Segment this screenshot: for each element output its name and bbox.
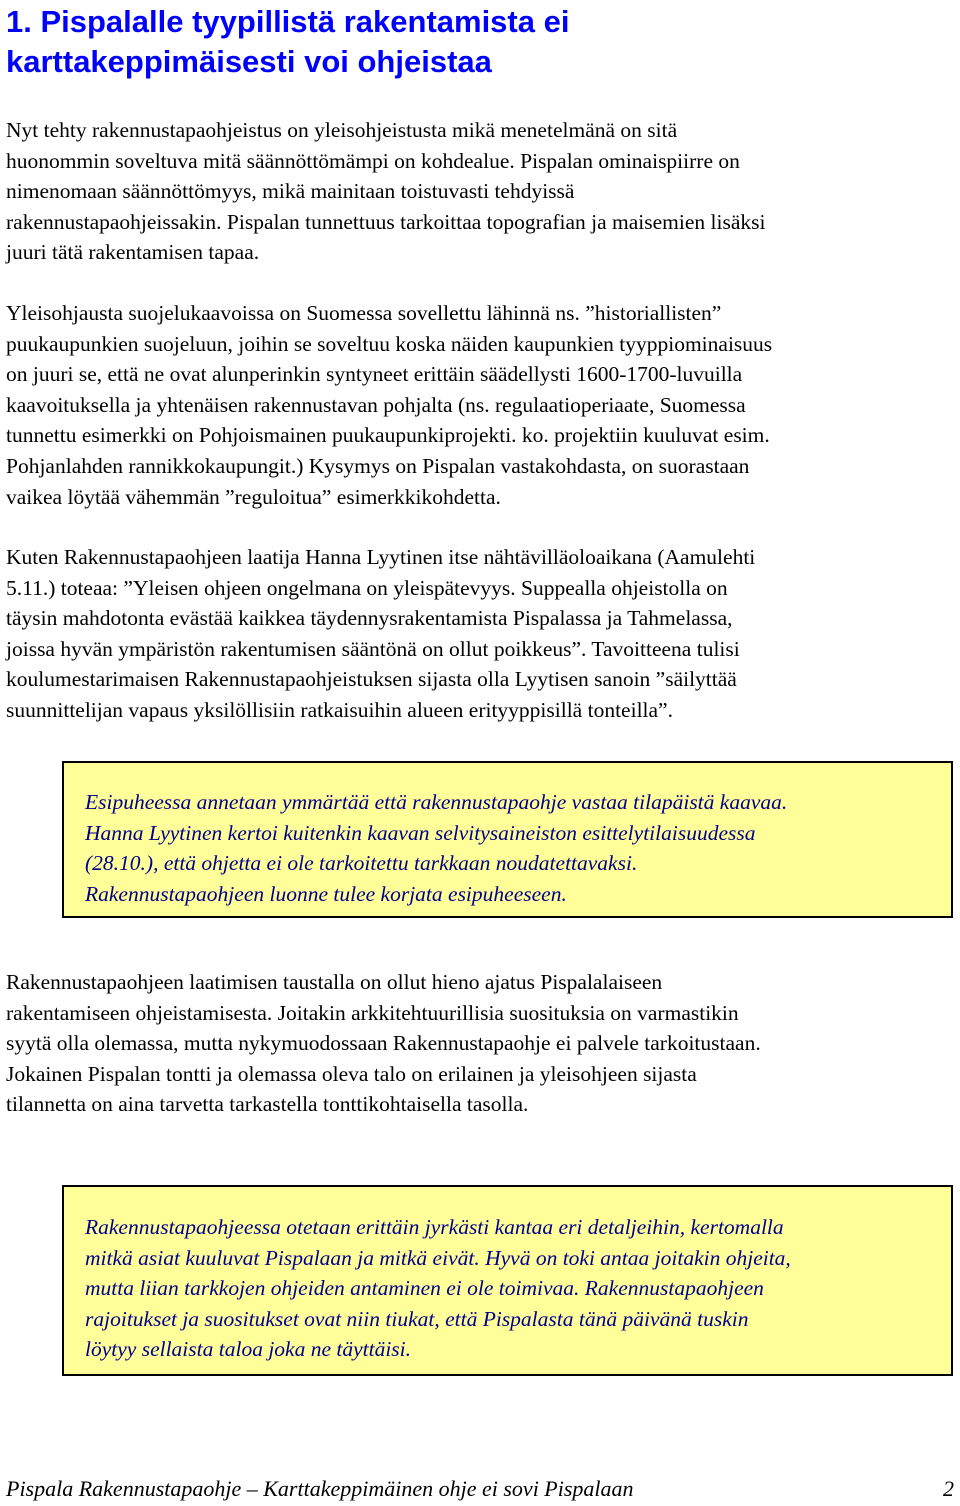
text-line: Hanna Lyytinen kertoi kuitenkin kaavan selvitysaineiston esittelytilaisuudessa — [85, 820, 756, 845]
text-line: mutta liian tarkkojen ohjeiden antaminen ei ole toimivaa. Rakennustapaohjeen — [85, 1276, 764, 1301]
text-line: Rakennustapaohjeessa otetaan erittäin jyrkästi kantaa eri detaljeihin, kertomalla — [85, 1215, 784, 1239]
text-line: Rakennustapaohjeen luonne tulee korjata esipuheeseen. — [85, 881, 567, 906]
footer-title: Pispala Rakennustapaohje – Karttakeppimäinen ohje ei sovi Pispalaan — [6, 1476, 634, 1501]
text-line: rajoitukset ja suositukset ovat niin tiukat, että Pispalasta tänä päivänä tuskin — [85, 1306, 749, 1331]
paragraph-regulation — [6, 298, 954, 512]
text-line: puukaupunkien suojeluun, joihin se soveltuu koska näiden kaupunkien tyyppiominaisuus — [6, 331, 773, 356]
text-line: tunnettu esimerkki on Pohjoismainen puukaupunkiprojekti. ko. projektiin kuuluvat esim. — [6, 423, 770, 448]
text-line: löytyy sellaista taloa joka ne täyttäisi. — [85, 1337, 412, 1362]
callout-text — [85, 1212, 951, 1365]
page-title — [6, 2, 946, 82]
text-line: vaikea löytää vähemmän ”reguloitua” esimerkkikohdetta. — [6, 484, 501, 509]
text-line: on juuri se, että ne ovat alunperinkin syntyneet erittäin säädellysti 1600-1700-luvuilla — [6, 362, 743, 387]
paragraph-background — [6, 967, 954, 1120]
page-number: 2 — [943, 1476, 954, 1501]
paragraph-quote — [6, 542, 954, 726]
page-title-line: 1. Pispalalle tyypillistä rakentamista ei — [6, 4, 570, 39]
callout-box-preface — [62, 761, 953, 918]
text-line: nimenomaan säännöttömyys, mikä mainitaan toistuvasti tehdyissä — [6, 179, 575, 204]
text-line: huonommin soveltuva mitä säännöttömämpi on kohdealue. Pispalan ominaispiirre on — [6, 148, 740, 173]
text-line: Jokainen Pispalan tontti ja olemassa oleva talo on erilainen ja yleisohjeen sijasta — [6, 1061, 697, 1086]
page-footer — [6, 1474, 954, 1504]
callout-box-details — [62, 1185, 953, 1376]
callout-text — [85, 787, 951, 909]
text-line: Esipuheessa annetaan ymmärtää että rakennustapaohje vastaa tilapäistä kaavaa. — [85, 790, 788, 814]
paragraph-intro — [6, 115, 954, 268]
text-line: mitkä asiat kuuluvat Pispalaan ja mitkä eivät. Hyvä on toki antaa joitakin ohjeita, — [85, 1245, 791, 1270]
text-line: tilannetta on aina tarvetta tarkastella tonttikohtaisella tasolla. — [6, 1092, 529, 1117]
text-line: joissa hyvän ympäristön rakentumisen sääntönä on ollut poikkeus”. Tavoitteena tulisi — [6, 636, 740, 661]
text-line: 5.11.) toteaa: ”Yleisen ohjeen ongelmana on yleispätevyys. Suppealla ohjeistolla on — [6, 575, 728, 600]
text-line: rakentamiseen ohjeistamisesta. Joitakin arkkitehtuurillisia suosituksia on varmastikin — [6, 1000, 739, 1025]
text-line: koulumestarimaisen Rakennustapaohjeistuksen sijasta olla Lyytisen sanoin ”säilyttää — [6, 667, 737, 692]
text-line: kaavoituksella ja yhtenäisen rakennustavan pohjalta (ns. regulaatioperiaate, Suomessa — [6, 392, 746, 417]
text-line: juuri tätä rakentamisen tapaa. — [6, 240, 260, 265]
text-line: rakennustapaohjeissakin. Pispalan tunnettuus tarkoittaa topografian ja maisemien lisäksi — [6, 209, 766, 234]
text-line: (28.10.), että ohjetta ei ole tarkoitettu tarkkaan noudatettavaksi. — [85, 851, 638, 876]
page-title-line: karttakeppimäisesti voi ohjeistaa — [6, 44, 492, 79]
text-line: syytä olla olemassa, mutta nykymuodossaan Rakennustapaohje ei palvele tarkoitustaan. — [6, 1031, 761, 1056]
text-line: Kuten Rakennustapaohjeen laatija Hanna Lyytinen itse nähtävilläoloaikana (Aamulehti — [6, 545, 756, 569]
text-line: suunnittelijan vapaus yksilöllisiin ratkaisuihin alueen erityyppisillä tonteilla”. — [6, 697, 673, 722]
text-line: täysin mahdotonta evästää kaikkea täydennysrakentamista Pispalassa ja Tahmelassa, — [6, 606, 733, 631]
text-line: Pohjanlahden rannikkokaupungit.) Kysymys on Pispalan vastakohdasta, on suorastaan — [6, 453, 750, 478]
text-line: Yleisohjausta suojelukaavoissa on Suomessa sovellettu lähinnä ns. ”historiallisten” — [6, 301, 722, 325]
text-line: Nyt tehty rakennustapaohjeistus on yleisohjeistusta mikä menetelmänä on sitä — [6, 118, 678, 142]
text-line: Rakennustapaohjeen laatimisen taustalla on ollut hieno ajatus Pispalalaiseen — [6, 970, 663, 994]
